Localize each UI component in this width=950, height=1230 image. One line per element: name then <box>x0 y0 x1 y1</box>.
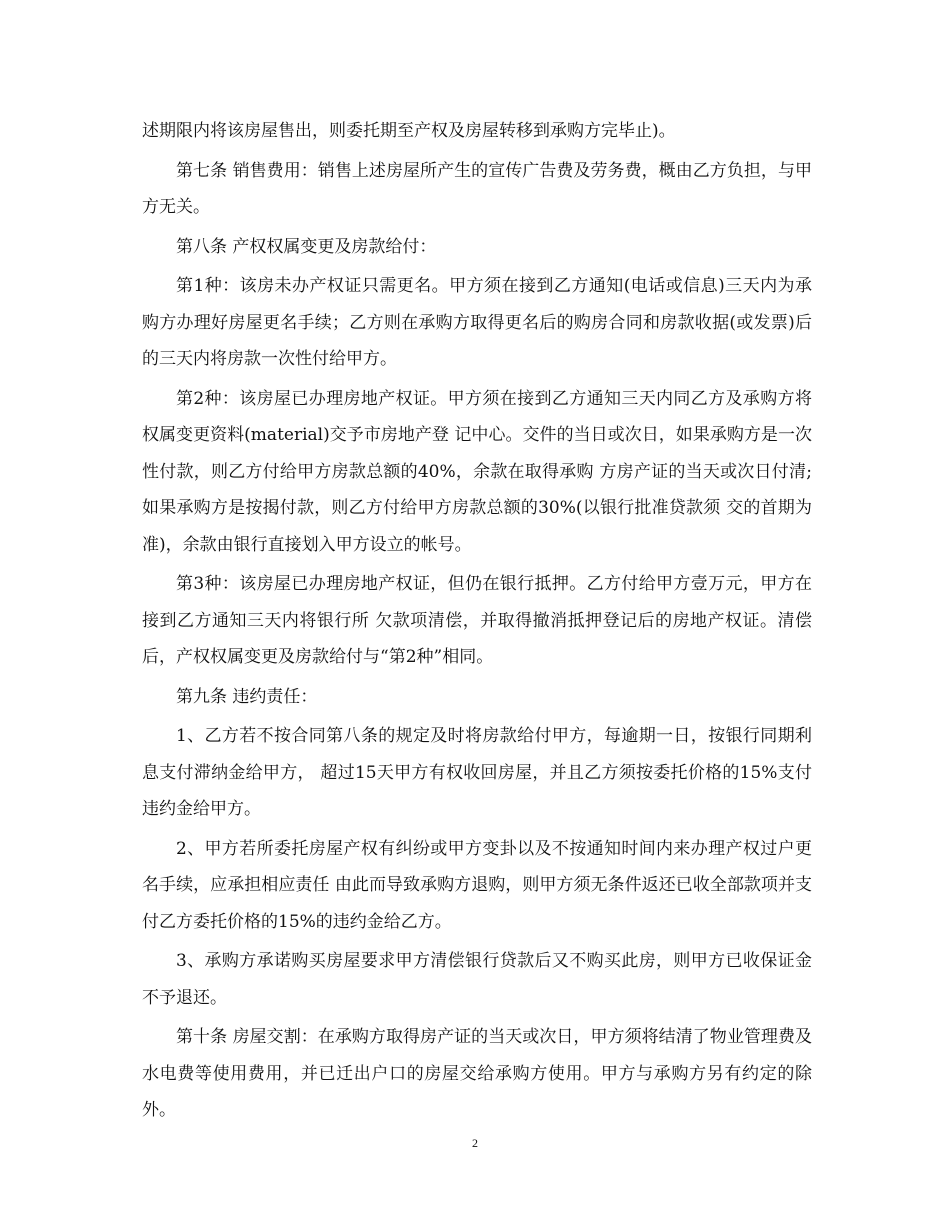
paragraph-article-9-item-1: 1、乙方若不按合同第八条的规定及时将房款给付甲方，每逾期一日，按银行同期利息支付滞纳金给甲方， 超过15天甲方有权收回房屋，并且乙方须按委托价格的15%支付违约金给甲方。 <box>142 726 812 819</box>
paragraph-article-9-item-3: 3、承购方承诺购买房屋要求甲方清偿银行贷款后又不购买此房，则甲方已收保证金不予退还。 <box>142 951 812 1008</box>
paragraph-article-7: 第七条 销售费用：销售上述房屋所产生的宣传广告费及劳务费，概由乙方负担，与甲方无关。 <box>142 160 812 217</box>
paragraph-article-10: 第十条 房屋交割：在承购方取得房产证的当天或次日，甲方须将结清了物业管理费及水电费等使用费用，并已迁出户口的房屋交给承购方使用。甲方与承购方另有约定的除外。 <box>142 1027 812 1120</box>
paragraph-article-8-option-1: 第1种：该房未办产权证只需更名。甲方须在接到乙方通知(电话或信息)三天内为承购方办理好房屋更名手续；乙方则在承购方取得更名后的购房合同和房款收据(或发票)后的三天内将房款一次性付给甲方。 <box>142 276 812 369</box>
paragraph-continuation: 述期限内将该房屋售出，则委托期至产权及房屋转移到承购方完毕止)。 <box>142 121 676 141</box>
paragraph-article-8-heading: 第八条 产权权属变更及房款给付： <box>176 236 437 257</box>
paragraph-article-8-option-2: 第2种：该房屋已办理房地产权证。甲方须在接到乙方通知三天内同乙方及承购方将权属变更资料(material)交予市房地产登 记中心。交件的当日或次日，如果承购方是一次性付款，则乙方付给甲方房款总额的40%，余款在取得承购 方房产证的当天或次日付清;如果承购方是按揭付款，则乙方付给甲方房款总额的30%(以银行批准贷款须 交的首期为准)，余款由银行直接划入甲方设立的帐号。 <box>142 388 812 555</box>
paragraph-article-9-item-2: 2、甲方若所委托房屋产权有纠纷或甲方变卦以及不按通知时间内来办理产权过户更名手续，应承担相应责任 由此而导致承购方退购，则甲方须无条件返还已收全部款项并支付乙方委托价格的15%的违约金给乙方。 <box>142 838 812 932</box>
paragraph-article-8-option-3: 第3种：该房屋已办理房地产权证，但仍在银行抵押。乙方付给甲方壹万元，甲方在接到乙方通知三天内将银行所 欠款项清偿，并取得撤消抵押登记后的房地产权证。清偿后，产权权属变更及房款给付与“第2种”相同。 <box>142 574 812 667</box>
paragraph-article-9-heading: 第九条 违约责任： <box>176 686 318 707</box>
page-number: 2 <box>472 1136 478 1150</box>
document-body <box>142 113 812 1132</box>
